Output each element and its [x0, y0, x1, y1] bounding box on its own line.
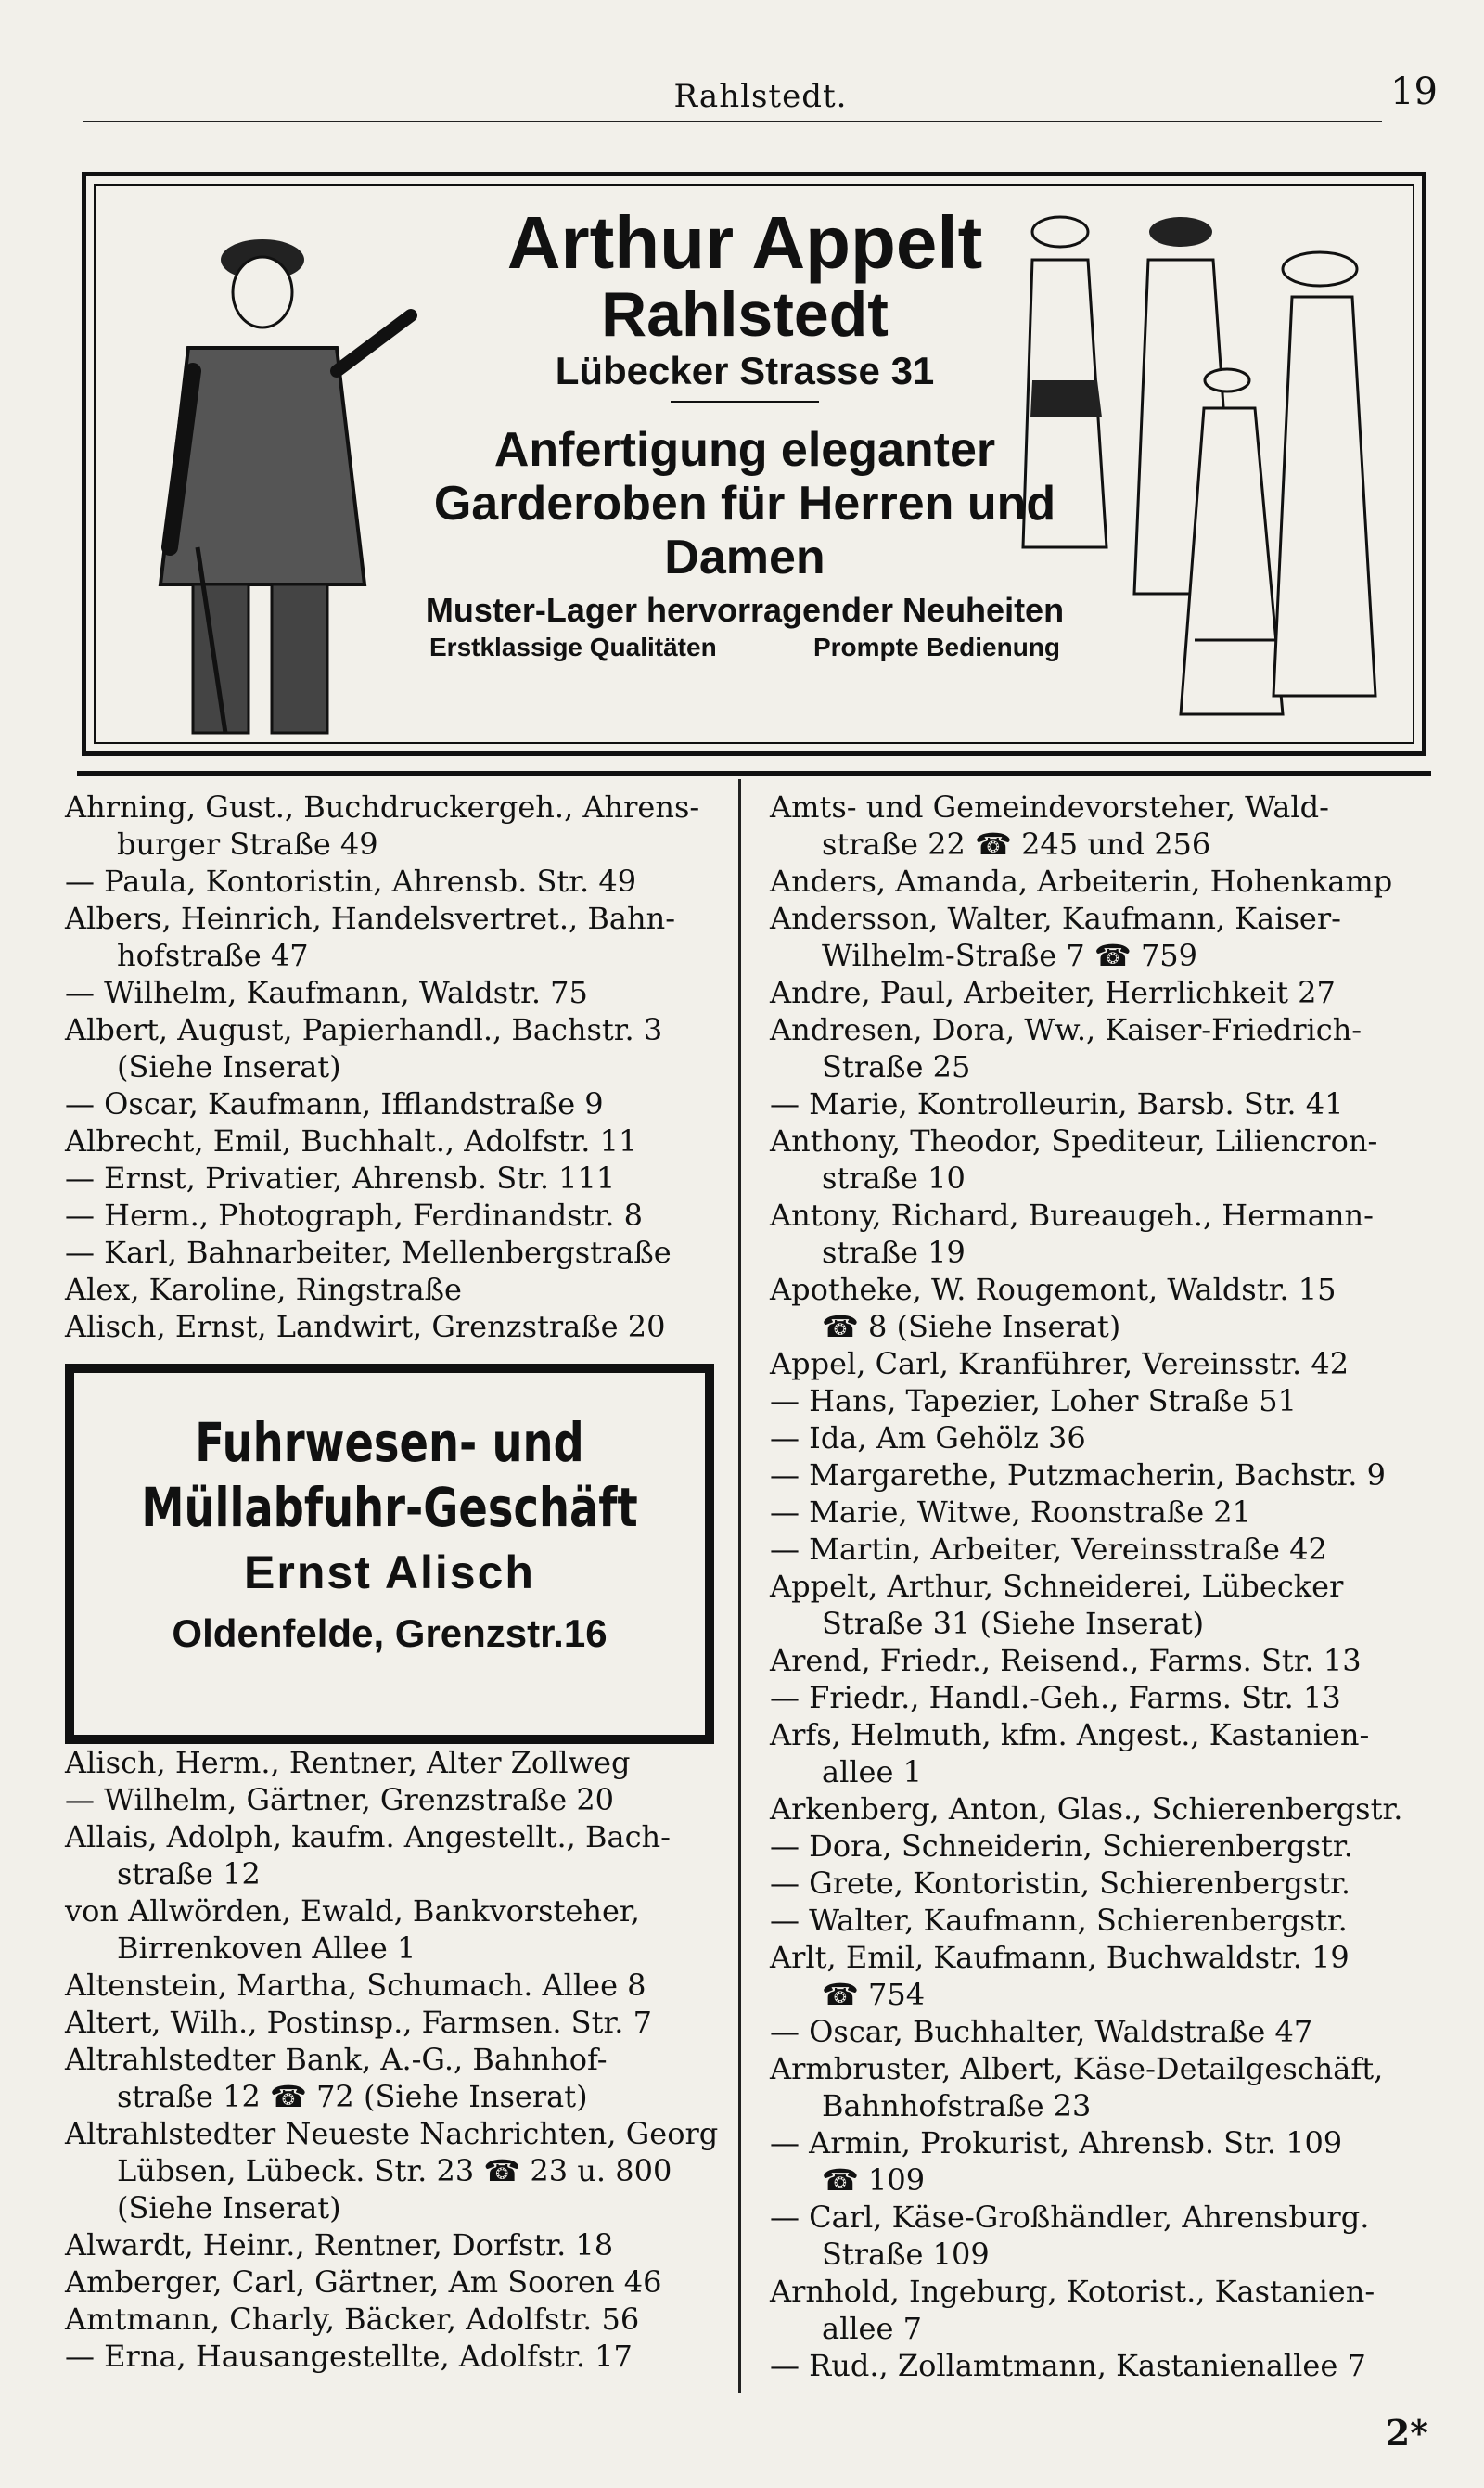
entry-continuation: straße 22 ☎ 245 und 256 [822, 827, 1211, 862]
directory-entry [770, 1494, 1438, 1531]
directory-entry [65, 2338, 733, 2375]
entry-line: Albrecht, Emil, Buchhalt., Adolfstr. 11 [65, 1123, 638, 1159]
entry-line: — Walter, Kaufmann, Schierenbergstr. [770, 1903, 1348, 1938]
left-column-lower [65, 1744, 733, 2375]
entry-line: Antony, Richard, Bureaugeh., Hermann- [770, 1198, 1374, 1233]
directory-entry [770, 1865, 1438, 1902]
entry-line: von Allwörden, Ewald, Bankvorsteher, [65, 1893, 640, 1929]
entry-continuation: burger Straße 49 [117, 827, 378, 862]
gentleman-illustration [105, 195, 420, 737]
directory-entry [65, 1271, 733, 1308]
directory-entry [770, 1085, 1438, 1122]
entry-line: Altenstein, Martha, Schumach. Allee 8 [65, 1968, 646, 2003]
directory-entry [770, 2273, 1438, 2347]
entry-continuation: Straße 31 (Siehe Inserat) [822, 1606, 1205, 1641]
directory-entry [770, 2013, 1438, 2050]
entry-continuation: straße 12 ☎ 72 (Siehe Inserat) [117, 2079, 588, 2114]
directory-entry [65, 900, 733, 974]
entry-continuation: (Siehe Inserat) [117, 2190, 341, 2225]
entry-continuation: straße 12 [117, 1856, 261, 1892]
entry-line: — Marie, Kontrolleurin, Barsb. Str. 41 [770, 1086, 1344, 1122]
entry-line: Amts- und Gemeindevorsteher, Wald- [770, 789, 1329, 825]
ad-desc-3: Damen [664, 531, 825, 584]
entry-line: Anthony, Theodor, Spediteur, Liliencron- [770, 1123, 1378, 1159]
directory-entry [65, 1818, 733, 1892]
entry-line: — Carl, Käse-Großhändler, Ahrensburg. [770, 2199, 1370, 2235]
entry-line: — Marie, Witwe, Roonstraße 21 [770, 1494, 1252, 1530]
left-entries-bottom [65, 1744, 733, 2375]
entry-line: Arnhold, Ingeburg, Kotorist., Kastanien- [770, 2274, 1375, 2309]
entry-continuation: hofstraße 47 [117, 938, 309, 973]
entry-line: Amtmann, Charly, Bäcker, Adolfstr. 56 [65, 2302, 640, 2337]
directory-entry [770, 1716, 1438, 1790]
entry-line: Alex, Karoline, Ringstraße [65, 1272, 462, 1307]
left-entries-top [65, 789, 733, 1345]
entry-continuation: straße 19 [822, 1235, 966, 1270]
advertisement-bottom-rule [77, 771, 1431, 776]
page-header [83, 65, 1438, 139]
ad-desc-2: Garderoben für Herren und [433, 477, 1056, 531]
right-entries [770, 789, 1438, 2384]
entry-continuation: straße 10 [822, 1161, 966, 1196]
entry-line: — Herm., Photograph, Ferdinandstr. 8 [65, 1198, 643, 1233]
directory-entry [770, 2347, 1438, 2384]
ad-tagline: Muster-Lager hervorragender Neuheiten [425, 591, 1065, 629]
entry-line: Andresen, Dora, Ww., Kaiser-Friedrich- [770, 1012, 1362, 1047]
directory-entry [65, 1160, 733, 1197]
entry-line: — Wilhelm, Gärtner, Grenzstraße 20 [65, 1782, 615, 1817]
entry-continuation: (Siehe Inserat) [117, 1049, 341, 1084]
entry-line: Arfs, Helmuth, kfm. Angest., Kastanien- [770, 1717, 1370, 1752]
entry-line: Arkenberg, Anton, Glas., Schierenbergstr. [770, 1791, 1403, 1827]
entry-continuation: allee 1 [822, 1754, 922, 1789]
directory-entry [65, 1122, 733, 1160]
directory-entry [770, 1382, 1438, 1419]
column-divider [738, 779, 741, 2393]
directory-entry [770, 2050, 1438, 2124]
advertisement-text [420, 201, 1069, 664]
ad-separator [671, 401, 819, 417]
entry-line: Arend, Friedr., Reisend., Farms. Str. 13 [770, 1643, 1362, 1678]
alisch-line-2: Müllabfuhr-Geschäft [141, 1476, 638, 1539]
advertisement-alisch [65, 1364, 714, 1744]
ad-footer-line [420, 631, 1069, 664]
entry-line: — Oscar, Kaufmann, Ifflandstraße 9 [65, 1086, 604, 1122]
directory-entry [770, 1679, 1438, 1716]
entry-line: Anders, Amanda, Arbeiterin, Hohenkamp [770, 864, 1393, 899]
directory-entry [65, 1967, 733, 2004]
directory-entry [65, 2004, 733, 2041]
ad-place: Rahlstedt [601, 279, 889, 350]
entry-continuation: Straße 25 [822, 1049, 971, 1084]
directory-entry [65, 1892, 733, 1967]
entry-line: — Martin, Arbeiter, Vereinsstraße 42 [770, 1532, 1327, 1567]
entry-line: Ahrning, Gust., Buchdruckergeh., Ahrens- [65, 789, 700, 825]
directory-entry [65, 2301, 733, 2338]
entry-line: Amberger, Carl, Gärtner, Am Sooren 46 [65, 2264, 662, 2300]
entry-line: Albers, Heinrich, Handelsvertret., Bahn- [65, 901, 675, 936]
entry-line: Arlt, Emil, Kaufmann, Buchwaldstr. 19 [770, 1940, 1350, 1975]
directory-entry [65, 1085, 733, 1122]
directory-entry [65, 1234, 733, 1271]
directory-entry [65, 1781, 733, 1818]
directory-entry [770, 2124, 1438, 2199]
directory-entry [770, 1122, 1438, 1197]
entry-line: — Paula, Kontoristin, Ahrensb. Str. 49 [65, 864, 637, 899]
directory-entry [770, 1345, 1438, 1382]
alisch-address: Oldenfelde, Grenzstr.16 [172, 1611, 608, 1655]
entry-line: — Grete, Kontoristin, Schierenbergstr. [770, 1866, 1351, 1901]
advertisement-appelt [82, 172, 1426, 756]
entry-line: Alwardt, Heinr., Rentner, Dorfstr. 18 [65, 2227, 614, 2263]
ad-street: Lübecker Strasse 31 [555, 349, 935, 392]
entry-line: — Margarethe, Putzmacherin, Bachstr. 9 [770, 1457, 1386, 1493]
ad-service: Prompte Bedienung [812, 633, 1060, 661]
entry-line: Altert, Wilh., Postinsp., Farmsen. Str. 7 [65, 2005, 652, 2040]
directory-entry [770, 2199, 1438, 2273]
entry-line: — Oscar, Buchhalter, Waldstraße 47 [770, 2014, 1313, 2049]
directory-entry [65, 863, 733, 900]
directory-entry [770, 1419, 1438, 1456]
entry-continuation: ☎ 8 (Siehe Inserat) [822, 1309, 1121, 1344]
entry-line: Apotheke, W. Rougemont, Waldstr. 15 [770, 1272, 1337, 1307]
entry-line: Albert, August, Papierhandl., Bachstr. 3 [65, 1012, 663, 1047]
directory-entry [770, 1531, 1438, 1568]
entry-line: Armbruster, Albert, Käse-Detailgeschäft, [770, 2051, 1384, 2086]
directory-entry [65, 2264, 733, 2301]
entry-line: Altrahlstedter Bank, A.-G., Bahnhof- [65, 2042, 608, 2077]
directory-entry [770, 1828, 1438, 1865]
directory-entry [65, 1197, 733, 1234]
entry-continuation: Lübsen, Lübeck. Str. 23 ☎ 23 u. 800 [117, 2153, 672, 2188]
entry-line: — Armin, Prokurist, Ahrensb. Str. 109 [770, 2125, 1343, 2161]
entry-line: — Wilhelm, Kaufmann, Waldstr. 75 [65, 975, 588, 1010]
page-number: 19 [1390, 71, 1438, 113]
ad-desc-1: Anfertigung eleganter [493, 423, 996, 477]
entry-line: — Karl, Bahnarbeiter, Mellenbergstraße [65, 1235, 672, 1270]
entry-continuation: Birrenkoven Allee 1 [117, 1930, 416, 1966]
alisch-line-1: Fuhrwesen- und [195, 1411, 584, 1474]
header-rule [83, 121, 1382, 122]
entry-line: — Hans, Tapezier, Loher Straße 51 [770, 1383, 1297, 1418]
directory-entry [770, 1011, 1438, 1085]
directory-entry [770, 1790, 1438, 1828]
ad-company-name: Arthur Appelt [506, 201, 983, 284]
left-column [65, 789, 733, 1345]
directory-entry [65, 789, 733, 863]
directory-entry [770, 974, 1438, 1011]
entry-line: — Erna, Hausangestellte, Adolfstr. 17 [65, 2339, 633, 2374]
entry-line: — Ida, Am Gehölz 36 [770, 1420, 1086, 1456]
entry-line: Appelt, Arthur, Schneiderei, Lübecker [770, 1569, 1344, 1604]
right-column [770, 789, 1438, 2384]
directory-entry [770, 1271, 1438, 1345]
entry-continuation: allee 7 [822, 2311, 922, 2346]
entry-line: — Ernst, Privatier, Ahrensb. Str. 111 [65, 1161, 616, 1196]
directory-entry [770, 900, 1438, 974]
entry-continuation: Bahnhofstraße 23 [822, 2088, 1092, 2123]
signature-mark: 2* [1385, 2412, 1428, 2454]
entry-continuation: Straße 109 [822, 2237, 990, 2272]
directory-entry [65, 1011, 733, 1085]
entry-line: — Dora, Schneiderin, Schierenbergstr. [770, 1828, 1353, 1864]
directory-entry [65, 2226, 733, 2264]
entry-line: Alisch, Ernst, Landwirt, Grenzstraße 20 [65, 1309, 666, 1344]
directory-entry [65, 974, 733, 1011]
entry-line: — Rud., Zollamtmann, Kastanienallee 7 [770, 2348, 1366, 2383]
entry-continuation: Wilhelm-Straße 7 ☎ 759 [822, 938, 1198, 973]
directory-entry [65, 1308, 733, 1345]
entry-line: Andersson, Walter, Kaufmann, Kaiser- [770, 901, 1341, 936]
directory-entry [770, 1939, 1438, 2013]
directory-entry [770, 1456, 1438, 1494]
entry-line: Alisch, Herm., Rentner, Alter Zollweg [65, 1745, 631, 1780]
entry-line: Andre, Paul, Arbeiter, Herrlichkeit 27 [770, 975, 1336, 1010]
directory-entry [770, 1568, 1438, 1642]
directory-entry [770, 789, 1438, 863]
entry-line: Altrahlstedter Neueste Nachrichten, Georg [65, 2116, 719, 2151]
entry-line: Allais, Adolph, kaufm. Angestellt., Bach- [65, 1819, 671, 1854]
directory-entry [770, 1902, 1438, 1939]
page-title: Rahlstedt. [673, 78, 848, 115]
directory-entry [770, 1197, 1438, 1271]
ad-quality: Erstklassige Qualitäten [429, 633, 717, 661]
directory-entry [65, 2041, 733, 2115]
directory-entry [65, 1744, 733, 1781]
directory-entry [65, 2115, 733, 2226]
entry-line: Appel, Carl, Kranführer, Vereinsstr. 42 [770, 1346, 1350, 1381]
alisch-name: Ernst Alisch [244, 1546, 535, 1598]
directory-entry [770, 863, 1438, 900]
entry-continuation: ☎ 754 [822, 1977, 926, 2012]
directory-entry [770, 1642, 1438, 1679]
entry-line: — Friedr., Handl.-Geh., Farms. Str. 13 [770, 1680, 1341, 1715]
entry-continuation: ☎ 109 [822, 2162, 926, 2198]
